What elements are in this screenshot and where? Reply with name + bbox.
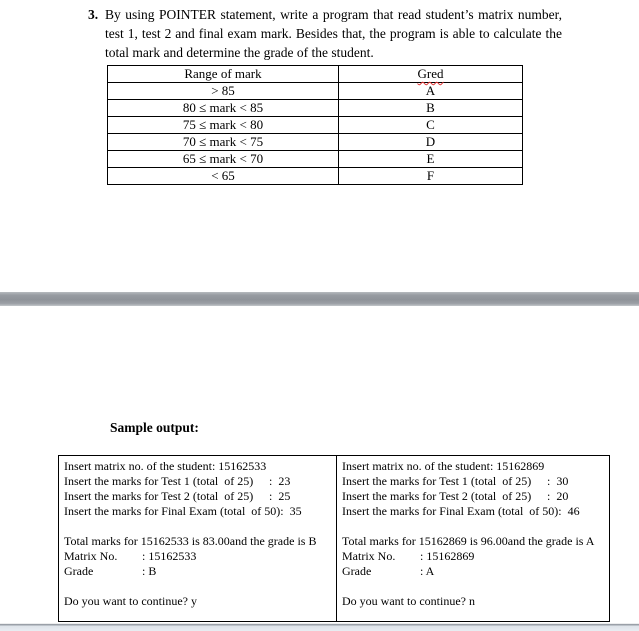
question-line: By using POINTER statement, write a program that read student’s matrix number,	[105, 7, 562, 22]
table-row	[108, 100, 523, 117]
grade-cell: C	[339, 117, 523, 134]
grade-cell: F	[339, 168, 523, 185]
console-line: Matrix No. : 15162533	[64, 549, 197, 563]
console-line: Insert the marks for Test 1 (total of 25) : 30	[342, 474, 569, 488]
grade-cell: E	[339, 151, 523, 168]
blank-line	[342, 519, 604, 534]
blank-line	[342, 579, 604, 594]
table-row	[108, 134, 523, 151]
question-line: test 1, test 2 and final exam mark. Besides that, the program is able to calculate the	[105, 26, 562, 41]
range-cell: 75 ≤ mark < 80	[108, 117, 339, 134]
console-output-right	[337, 456, 609, 621]
range-cell: 70 ≤ mark < 75	[108, 134, 339, 151]
console-line: Total marks for 15162869 is 96.00and the grade is A	[342, 534, 595, 548]
range-cell: 80 ≤ mark < 85	[108, 100, 339, 117]
sample-output-table	[58, 455, 610, 622]
question-line: total mark and determine the grade of the student.	[105, 45, 374, 60]
console-output-left	[59, 456, 337, 621]
range-cell: > 85	[108, 83, 339, 100]
console-line: Insert the marks for Final Exam (total of 50): 46	[342, 504, 580, 518]
table-row	[108, 151, 523, 168]
console-line: Insert matrix no. of the student: 15162533	[64, 459, 267, 473]
console-line: Insert the marks for Final Exam (total of 50): 35	[64, 504, 302, 518]
console-line: Do you want to continue? n	[342, 594, 475, 608]
blank-line	[64, 519, 331, 534]
console-line: Insert matrix no. of the student: 15162869	[342, 459, 545, 473]
table-row	[108, 117, 523, 134]
console-line: Grade : B	[64, 564, 157, 578]
gred-misspelled-text: Gred	[417, 66, 444, 81]
range-cell: < 65	[108, 168, 339, 185]
console-line: Do you want to continue? y	[64, 594, 197, 608]
console-line: Insert the marks for Test 2 (total of 25) : 25	[64, 489, 291, 503]
header-gred	[339, 66, 523, 83]
console-line: Matrix No. : 15162869	[342, 549, 475, 563]
page-separator-bottom	[0, 622, 639, 631]
header-range-of-mark: Range of mark	[108, 66, 339, 83]
table-header-row	[108, 66, 523, 83]
console-line: Grade : A	[342, 564, 435, 578]
console-line: Insert the marks for Test 2 (total of 25) : 20	[342, 489, 569, 503]
table-row	[108, 168, 523, 185]
range-cell: 65 ≤ mark < 70	[108, 151, 339, 168]
grade-range-table	[107, 65, 523, 185]
question-block	[88, 5, 562, 62]
grade-cell: B	[339, 100, 523, 117]
question-text	[105, 5, 562, 62]
grade-cell: D	[339, 134, 523, 151]
grade-cell: A	[339, 83, 523, 100]
table-row	[108, 83, 523, 100]
blank-line	[64, 579, 331, 594]
console-line: Insert the marks for Test 1 (total of 25) : 23	[64, 474, 291, 488]
console-line: Total marks for 15162533 is 83.00and the grade is B	[64, 534, 317, 548]
page-separator	[0, 292, 639, 306]
question-number: 3.	[88, 7, 99, 22]
sample-output-heading: Sample output:	[110, 420, 199, 435]
